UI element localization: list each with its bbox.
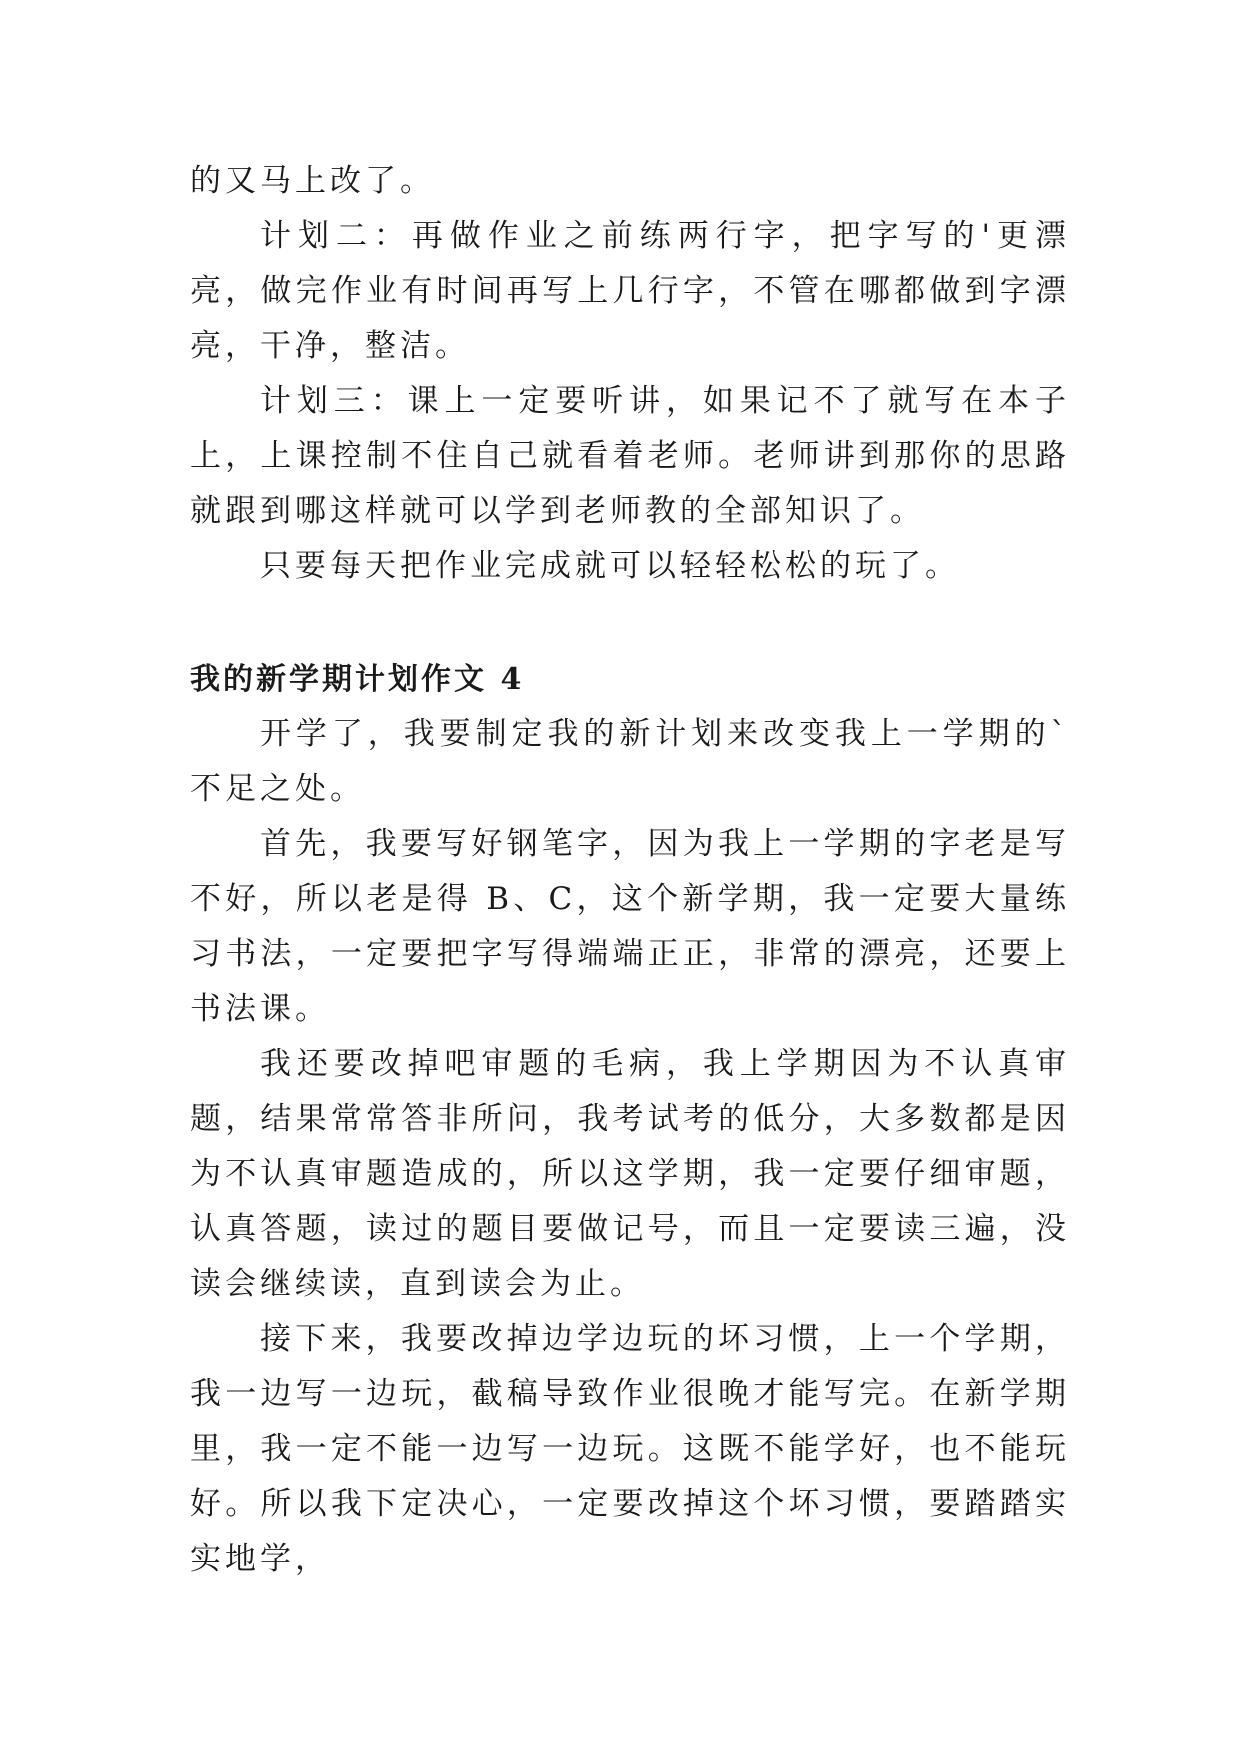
paragraph-study-habits: 接下来，我要改掉边学边玩的坏习惯，上一个学期，我一边写一边玩，截稿导致作业很晚才能写完。在新学期里，我一定不能一边写一边玩。这既不能学好，也不能玩好。所以我下定决心，一定要改掉这个坏习惯，要踏踏实实地学， <box>190 1321 1070 1577</box>
paragraph-continuation: 的又马上改了。 <box>190 163 435 199</box>
paragraph-conclusion: 只要每天把作业完成就可以轻轻松松的玩了。 <box>260 548 960 584</box>
paragraph-plan-two: 计划二：再做作业之前练两行字，把字写的'更漂亮，做完作业有时间再写上几行字，不管在哪都做到字漂亮，干净，整洁。 <box>190 218 1070 364</box>
document-body <box>190 154 1070 1587</box>
paragraph-intro: 开学了，我要制定我的新计划来改变我上一学期的`不足之处。 <box>190 716 1070 807</box>
paragraph-reading-questions: 我还要改掉吧审题的毛病，我上学期因为不认真审题，结果常常答非所问，我考试考的低分，大多数都是因为不认真审题造成的，所以这学期，我一定要仔细审题，认真答题，读过的题目要做记号，而且一定要读三遍，没读会继续读，直到读会为止。 <box>190 1046 1070 1302</box>
section-heading: 我的新学期计划作文 4 <box>190 662 525 697</box>
paragraph-handwriting: 首先，我要写好钢笔字，因为我上一学期的字老是写不好，所以老是得 B、C，这个新学期，我一定要大量练习书法，一定要把字写得端端正正，非常的漂亮，还要上书法课。 <box>190 826 1070 1027</box>
paragraph-plan-three: 计划三：课上一定要听讲，如果记不了就写在本子上，上课控制不住自己就看着老师。老师讲到那你的思路就跟到哪这样就可以学到老师教的全部知识了。 <box>190 383 1070 529</box>
